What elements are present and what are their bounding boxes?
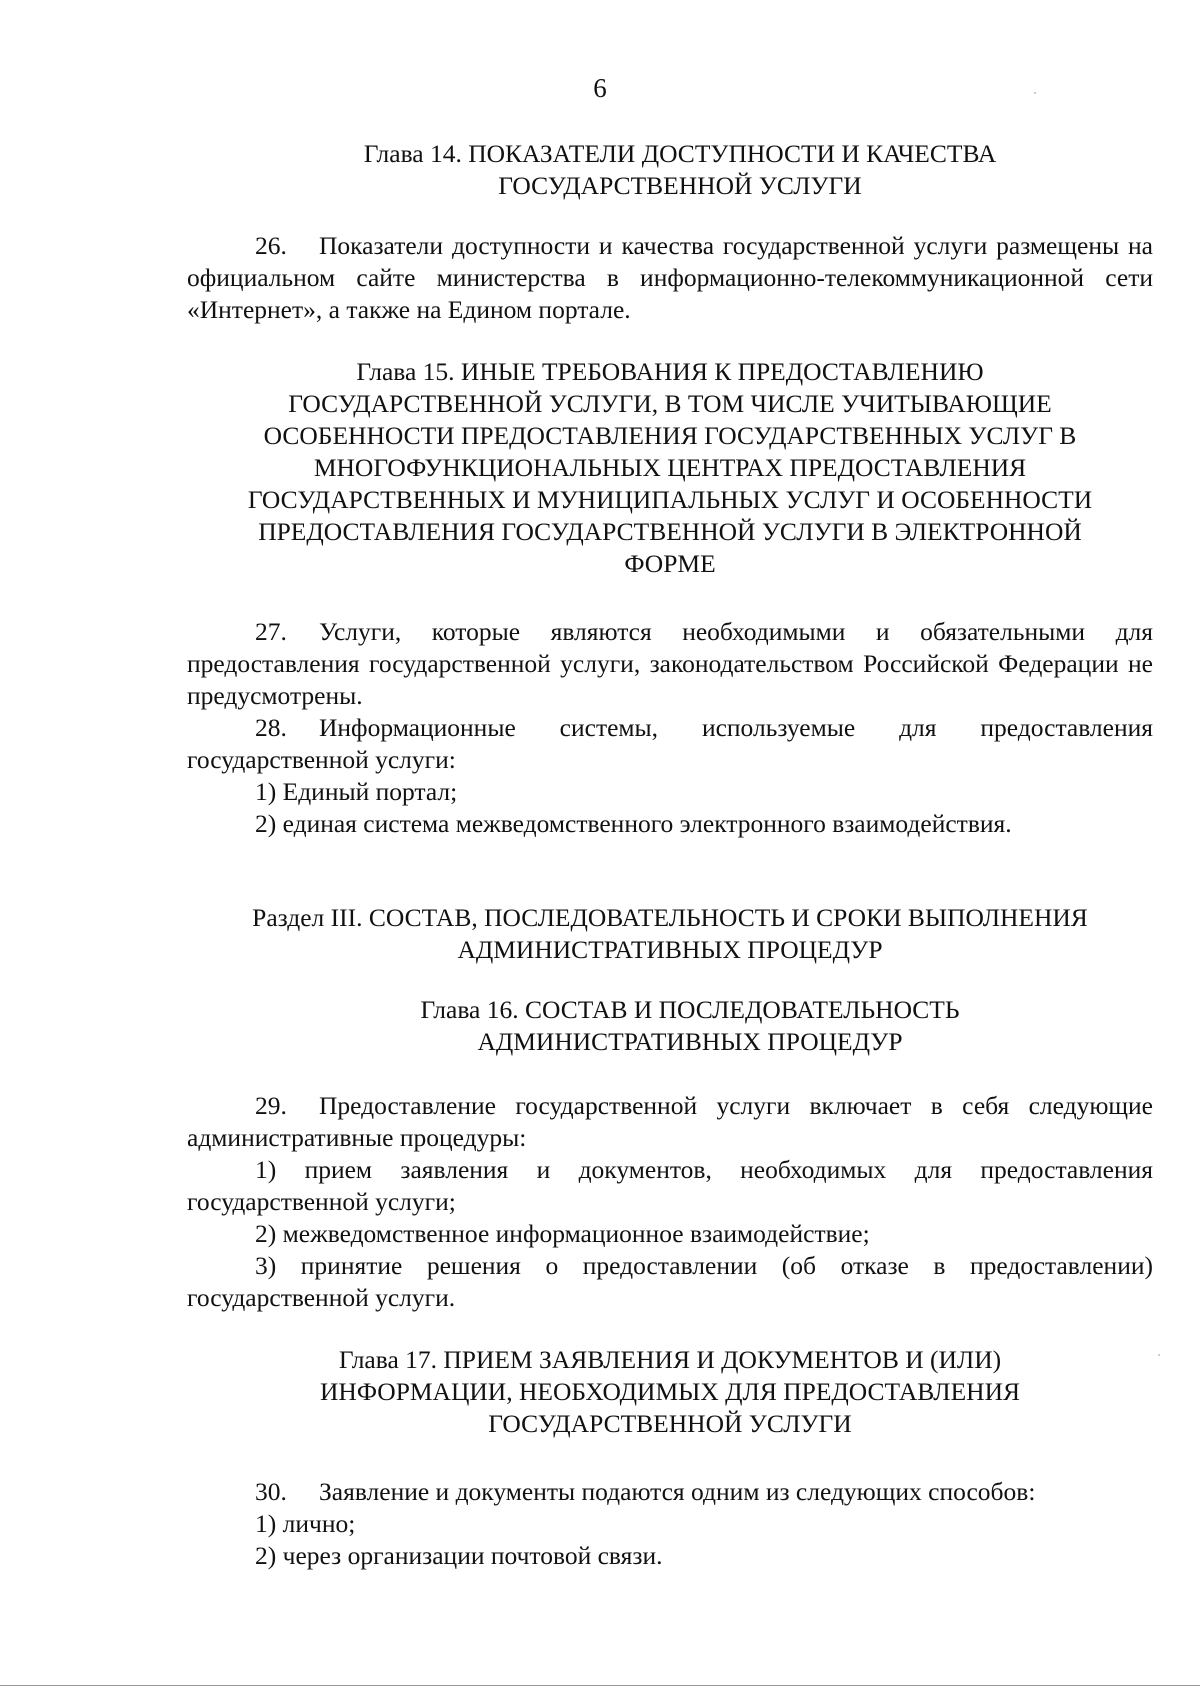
- paragraph-28: [187, 712, 1153, 776]
- heading-line: ГОСУДАРСТВЕННОЙ УСЛУГИ: [488, 1409, 852, 1438]
- paragraph-number: 29.: [255, 1091, 287, 1120]
- document-body: [187, 138, 1153, 1572]
- scan-edge-line: [0, 1685, 1200, 1686]
- heading-line: ГОСУДАРСТВЕННОЙ УСЛУГИ: [498, 171, 862, 200]
- chapter-14-heading: [207, 138, 1153, 202]
- chapter-16-heading: [227, 994, 1153, 1058]
- list-item: 2) единая система межведомственного электронного взаимодействия.: [255, 809, 1012, 838]
- page-number: 6: [593, 73, 607, 103]
- list-item: 1) прием заявления и документов, необходимых для предоставления государственной услуги;: [187, 1155, 1153, 1216]
- heading-line: ФОРМЕ: [624, 549, 716, 578]
- list-item: 1) лично;: [255, 1509, 356, 1538]
- heading-line: МНОГОФУНКЦИОНАЛЬНЫХ ЦЕНТРАХ ПРЕДОСТАВЛЕНИЯ: [313, 453, 1027, 482]
- list-item: 1) Единый портал;: [255, 777, 458, 806]
- paragraph-number: 28.: [255, 713, 287, 742]
- paragraph-text: Заявление и документы подаются одним из следующих способов:: [319, 1477, 1036, 1506]
- paragraph-26: [187, 230, 1153, 326]
- scan-speck: [1158, 1354, 1160, 1356]
- scan-speck: [1034, 92, 1036, 94]
- paragraph-29: [187, 1090, 1153, 1154]
- paragraph-text: Предоставление государственной услуги включает в себя следующие административные процедуры:: [187, 1091, 1153, 1152]
- heading-line: Глава 15. ИНЫЕ ТРЕБОВАНИЯ К ПРЕДОСТАВЛЕНИЮ: [356, 357, 984, 386]
- heading-line: ОСОБЕННОСТИ ПРЕДОСТАВЛЕНИЯ ГОСУДАРСТВЕННЫХ УСЛУГ В: [263, 421, 1077, 450]
- heading-line: ИНФОРМАЦИИ, НЕОБХОДИМЫХ ДЛЯ ПРЕДОСТАВЛЕНИЯ: [319, 1377, 1020, 1406]
- heading-line: Глава 17. ПРИЕМ ЗАЯВЛЕНИЯ И ДОКУМЕНТОВ И (ИЛИ): [338, 1345, 1002, 1374]
- section-3-heading: [187, 902, 1153, 966]
- paragraph-number: 27.: [255, 617, 287, 646]
- list-item: 2) межведомственное информационное взаимодействие;: [255, 1219, 870, 1248]
- chapter-15-heading: [187, 356, 1153, 580]
- heading-line: Глава 14. ПОКАЗАТЕЛИ ДОСТУПНОСТИ И КАЧЕСТВА: [363, 139, 997, 168]
- paragraph-text: Показатели доступности и качества государственной услуги размещены на официальном сайте министерства в информационно-телекоммуникационной сети «Интернет», а также на Едином портале.: [187, 231, 1153, 324]
- heading-line: АДМИНИСТРАТИВНЫХ ПРОЦЕДУР: [457, 935, 883, 964]
- paragraph-text: Информационные системы, используемые для предоставления государственной услуги:: [187, 713, 1153, 774]
- paragraph-text: Услуги, которые являются необходимыми и обязательными для предоставления государственной услуги, законодательством Российской Федерации не предусмотрены.: [187, 617, 1153, 710]
- heading-line: ГОСУДАРСТВЕННОЙ УСЛУГИ, В ТОМ ЧИСЛЕ УЧИТЫВАЮЩИЕ: [288, 389, 1052, 418]
- heading-line: ГОСУДАРСТВЕННЫХ И МУНИЦИПАЛЬНЫХ УСЛУГ И ОСОБЕННОСТИ: [247, 485, 1093, 514]
- list-item: 3) принятие решения о предоставлении (об отказе в предоставлении) государственной услуги.: [187, 1251, 1153, 1312]
- paragraph-30: [187, 1476, 1153, 1508]
- heading-line: Раздел III. СОСТАВ, ПОСЛЕДОВАТЕЛЬНОСТЬ И СРОКИ ВЫПОЛНЕНИЯ: [252, 903, 1088, 932]
- paragraph-number: 30.: [255, 1477, 287, 1506]
- heading-line: АДМИНИСТРАТИВНЫХ ПРОЦЕДУР: [477, 1027, 903, 1056]
- chapter-17-heading: [187, 1344, 1153, 1440]
- heading-line: Глава 16. СОСТАВ И ПОСЛЕДОВАТЕЛЬНОСТЬ: [420, 995, 960, 1024]
- paragraph-number: 26.: [255, 231, 287, 260]
- list-item: 2) через организации почтовой связи.: [255, 1541, 663, 1570]
- paragraph-27: [187, 616, 1153, 712]
- heading-line: ПРЕДОСТАВЛЕНИЯ ГОСУДАРСТВЕННОЙ УСЛУГИ В ЭЛЕКТРОННОЙ: [258, 517, 1082, 546]
